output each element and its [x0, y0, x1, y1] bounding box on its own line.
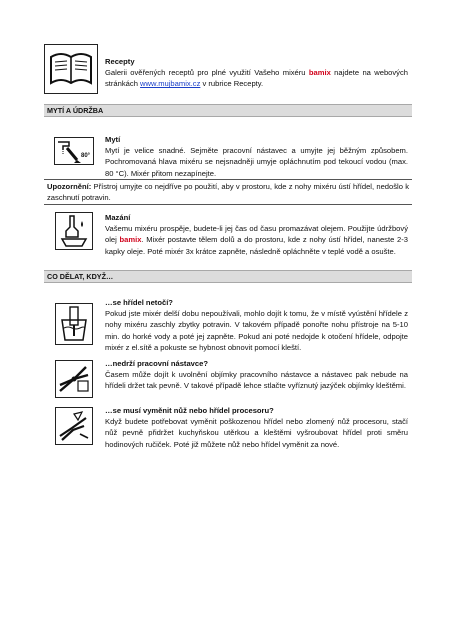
recipes-text	[105, 67, 408, 89]
recipes-link[interactable]: www.mujbamix.cz	[140, 79, 201, 89]
washing-text: Mytí je velice snadné. Sejměte pracovní nástavec a umyjte jej běžným způsobem. Pochromovaná hlava mixéru se nejsnadněji umyje opláchnutím pod tekoucí vodou (max. 80 °C). Mixér přitom nezapínejte.	[105, 146, 408, 178]
warning-body: Přístroj umyjte co nejdříve po použití, aby v prostoru, kde z nohy mixéru ústí hřídel, nedošlo k zaschnutí potravin.	[47, 182, 409, 203]
shaft-block	[105, 297, 408, 353]
brand-name: bamix	[308, 68, 331, 78]
book-icon	[44, 44, 98, 94]
shaft-title: …se hřídel netočí?	[105, 298, 173, 307]
washing-title: Mytí	[105, 135, 121, 144]
lubrication-block	[105, 212, 408, 257]
washing-block	[105, 134, 408, 179]
knife-text: Když budete potřebovat vyměnit poškozenou hřídel nebo zlomený nůž procesoru, stačí nůž pevně přidržet kuchyňskou utěrkou a kleštěmi vyšroubovat hřídel proti směru hodinových ručiček. Poté již můžete nůž nebo hřídel vyměnit za nové.	[105, 417, 408, 449]
attachment-block	[105, 358, 408, 392]
pliers-icon	[55, 360, 93, 398]
brand-name: bamix	[119, 235, 142, 245]
oil-drop-icon	[55, 212, 93, 250]
attachment-title: …nedrží pracovní nástavce?	[105, 359, 208, 368]
blender-in-water-icon	[55, 303, 93, 345]
recipes-text-part: najdete na webových stránkách	[105, 68, 408, 89]
section-heading-wash: MYTÍ A ÚDRŽBA	[44, 104, 412, 117]
section-heading-troubleshooting: CO DĚLAT, KDYŽ…	[44, 270, 412, 283]
warning-label: Upozornění:	[47, 182, 92, 191]
lubrication-text-part: Vašemu mixéru prospěje, budete-li jej čas od času promazávat olejem. Použijte údržbový olej	[105, 224, 408, 245]
knife-block	[105, 405, 408, 450]
shaft-text: Pokud jste mixér delší dobu nepoužívali, mohlo dojít k tomu, že v místě vyústění hřídele z nohy mixéru zaschly zbytky potravin. V takovém případě ponořte nohu přístroje na 5-10 min. do horké vody a poté jej zapněte. Pokud ani poté nedojde k otočení hřídele, odpojte mixér z el.sítě a pokuste se hybnost obnovit pomocí kleští.	[105, 309, 408, 352]
lubrication-title: Mazání	[105, 213, 131, 222]
warning-box	[44, 179, 412, 205]
lubrication-text	[105, 223, 408, 257]
temperature-label: 80°	[81, 153, 91, 159]
recipes-text-part: Galerii ověřených receptů pro plné využití Vašeho mixéru	[105, 68, 309, 78]
recipes-title: Recepty	[105, 57, 135, 66]
lubrication-text-part: . Mixér postavte tělem dolů a do prostoru, kde z nohy ústí hřídel, naneste 2-3 kapky oleje. Poté mixér 3x krátce zapněte, následně opláchněte v teplé vodě a osušte.	[105, 235, 408, 256]
knife-pliers-icon	[55, 407, 93, 445]
recipes-block	[105, 56, 408, 90]
recipes-text-part: v rubrice Recepty.	[200, 79, 264, 89]
attachment-text: Časem může dojít k uvolnění objímky pracovního nástavce a nástavec pak nebude na hřídeli držet tak pevně. V takové případě lehce stlačte vyříznutý jazýček objímky kleštěmi.	[105, 370, 408, 391]
warning-text	[47, 181, 409, 203]
knife-title: …se musí vyměnit nůž nebo hřídel procesoru?	[105, 406, 274, 415]
faucet-icon	[54, 137, 94, 165]
